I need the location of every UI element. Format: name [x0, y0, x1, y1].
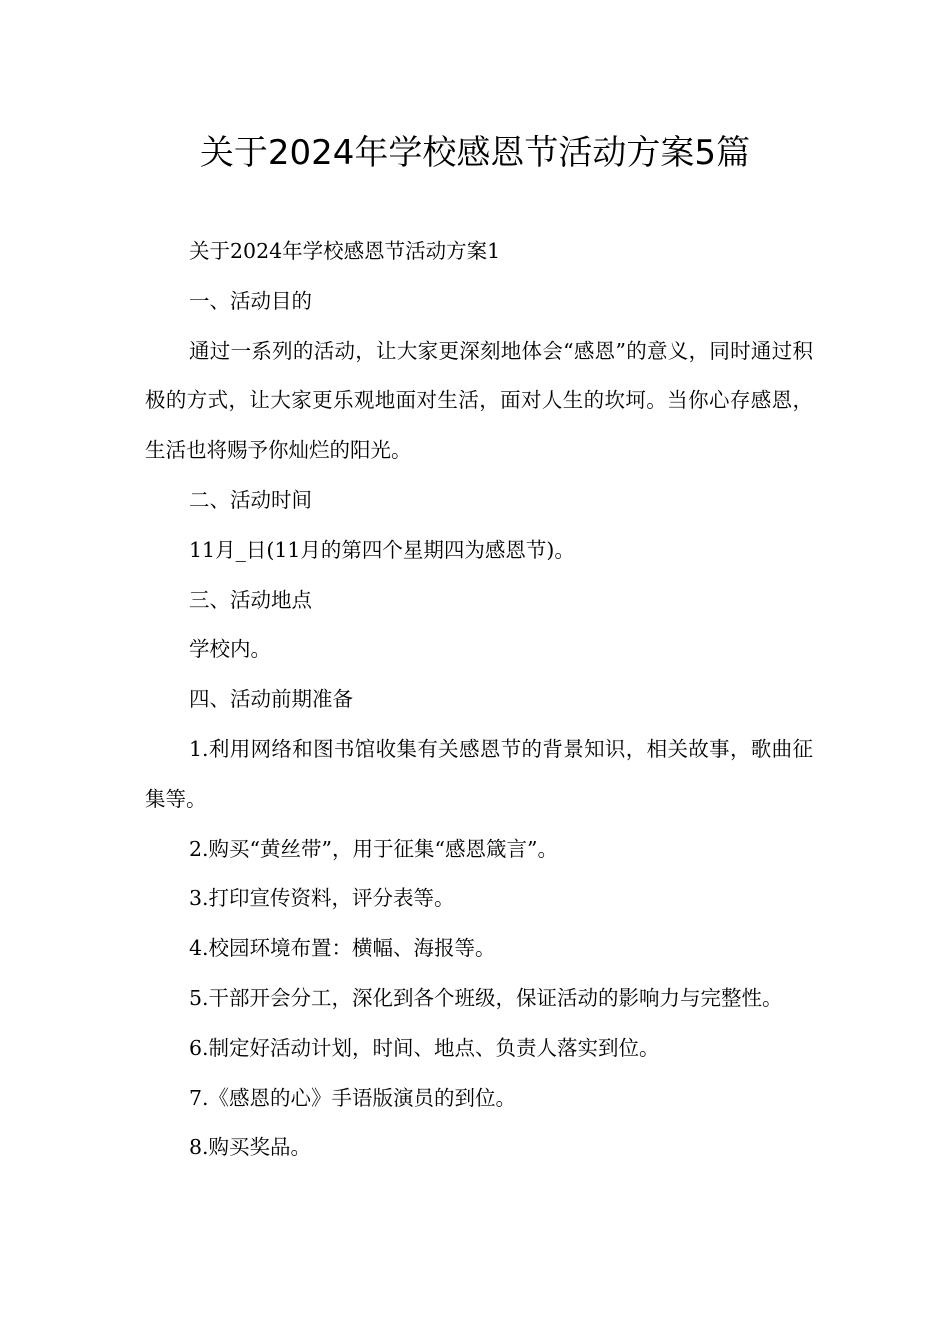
list-item-preparation-4: 4.校园环境布置：横幅、海报等。 [189, 936, 496, 961]
list-item-preparation-1: 1.利用网络和图书馆收集有关感恩节的背景知识，相关故事，歌曲征集等。 [145, 736, 813, 811]
section-heading-preparation: 四、活动前期准备 [189, 687, 353, 712]
document-title: 关于2024年学校感恩节活动方案5篇 [199, 133, 751, 173]
list-item-preparation-8: 8.购买奖品。 [189, 1135, 312, 1160]
section-heading-location: 三、活动地点 [189, 587, 312, 612]
section-heading-plan-1: 关于2024年学校感恩节活动方案1 [189, 239, 501, 263]
document-body [145, 227, 813, 1173]
list-item-preparation-6: 6.制定好活动计划，时间、地点、负责人落实到位。 [189, 1035, 660, 1060]
list-item-preparation-5: 5.干部开会分工，深化到各个班级，保证活动的影响力与完整性。 [189, 985, 783, 1010]
list-item-preparation-2: 2.购买“黄丝带”，用于征集“感恩箴言”。 [189, 836, 558, 861]
list-item-preparation-7: 7.《感恩的心》手语版演员的到位。 [189, 1085, 517, 1110]
section-heading-purpose: 一、活动目的 [189, 288, 312, 313]
list-item-preparation-3: 3.打印宣传资料，评分表等。 [189, 886, 455, 911]
paragraph-location: 学校内。 [189, 637, 271, 662]
section-heading-time: 二、活动时间 [189, 487, 312, 512]
paragraph-time: 11月_日(11月的第四个星期四为感恩节)。 [189, 537, 575, 562]
paragraph-purpose: 通过一系列的活动，让大家更深刻地体会“感恩”的意义，同时通过积极的方式，让大家更乐观地面对生活，面对人生的坎坷。当你心存感恩，生活也将赐予你灿烂的阳光。 [145, 338, 813, 463]
